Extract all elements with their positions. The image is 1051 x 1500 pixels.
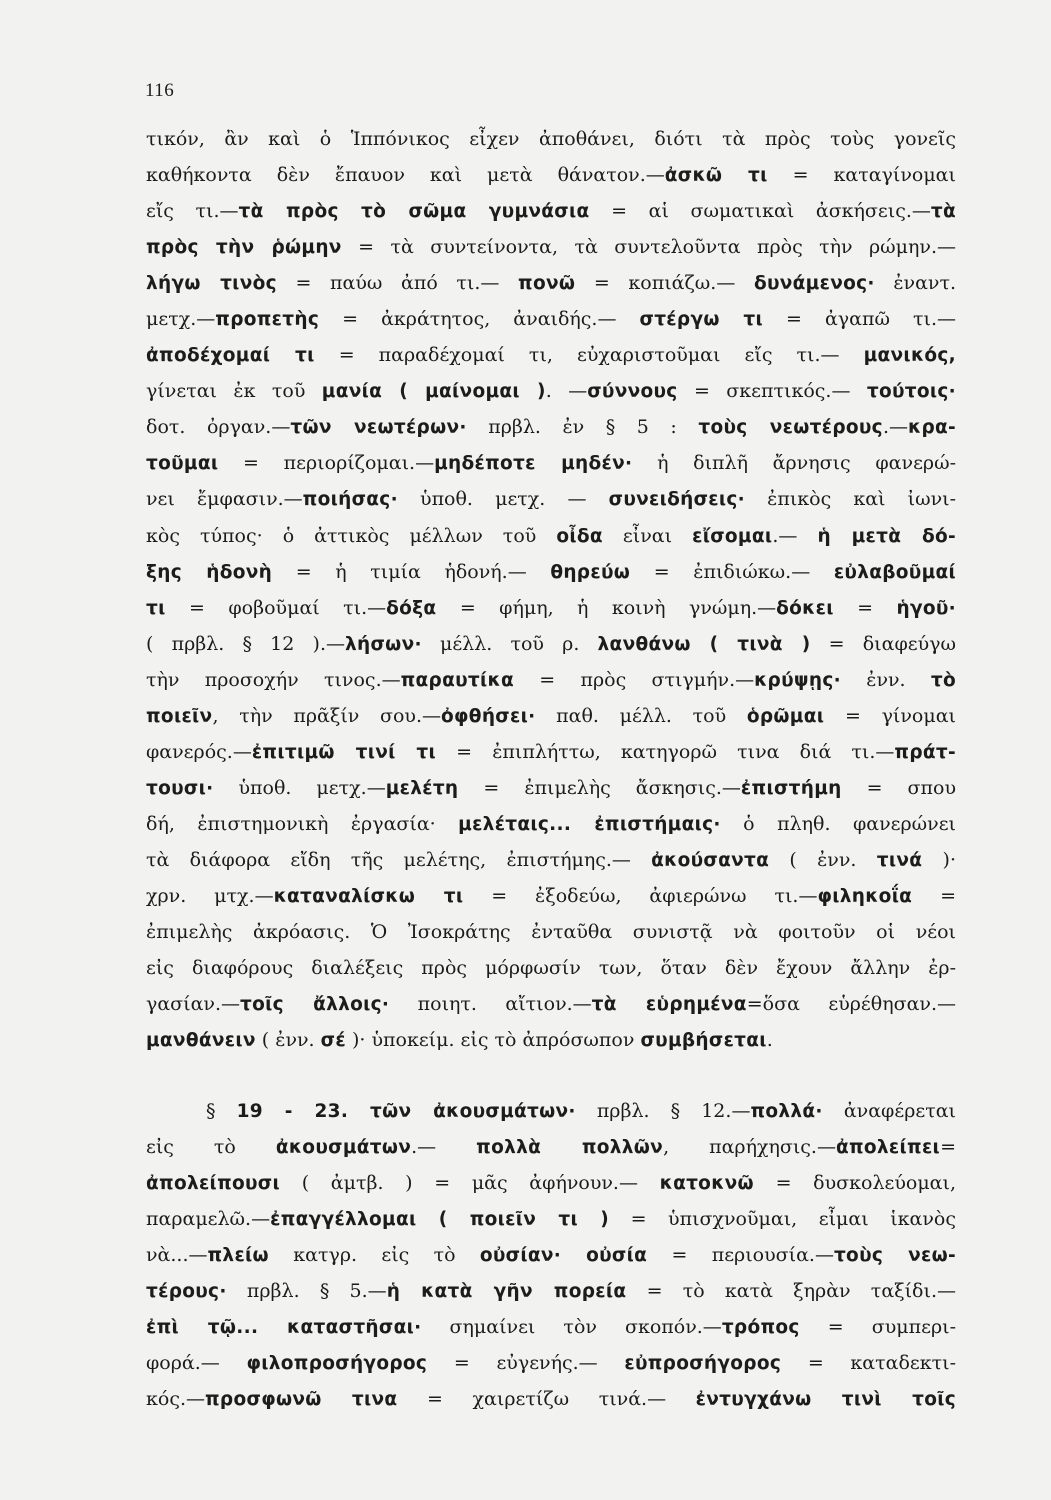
gloss-text: σημαίνει τὸν σκοπόν.— (421, 1316, 722, 1339)
lemma-term: οἶδα (556, 525, 603, 547)
text-line (146, 1237, 956, 1273)
text-line (146, 445, 956, 481)
gloss-text: .— (882, 416, 908, 439)
gloss-text: τικόν, ἂν καὶ ὁ Ἱππόνικος εἶχεν ἀποθάνει, διότι τὰ πρὸς τοὺς γονεῖς (146, 128, 956, 150)
lemma-term: πλείω (207, 1245, 269, 1267)
gloss-text: κός.— (146, 1388, 205, 1411)
lemma-term: μηδέποτε μηδέν· (434, 453, 633, 475)
lemma-term: σέ (320, 1030, 346, 1052)
gloss-text: νὰ...— (146, 1244, 208, 1267)
gloss-text: τὴν προσοχήν τινος.— (146, 668, 401, 691)
lemma-term: συνειδήσεις· (608, 489, 746, 511)
gloss-text: = ἐπιμελὴς ἄσκησις.— (458, 776, 741, 799)
gloss-text: δή, ἐπιστημονικὴ ἐργασία· (146, 812, 459, 835)
text-line (146, 481, 956, 517)
text-line (146, 409, 956, 445)
gloss-text: = ἡ τιμία ἡδονή.— (272, 560, 551, 583)
lemma-term: μανία ( μαίνομαι ) (321, 381, 546, 403)
lemma-term: τούτοις· (866, 381, 956, 403)
lemma-term: στέργω τι (639, 309, 764, 331)
lemma-term: τοῦμαι (146, 453, 219, 475)
lemma-term: συμβήσεται (640, 1030, 767, 1052)
gloss-text: εἰς τὸ (146, 1136, 276, 1159)
lemma-term: καταναλίσκω τι (273, 885, 464, 907)
lemma-term: τρόπος (721, 1317, 800, 1339)
gloss-text: ἐνν. (840, 668, 931, 691)
lemma-term: μελέτη (385, 777, 459, 799)
text-line (146, 1129, 956, 1165)
gloss-text: εἶναι (602, 524, 693, 547)
lemma-term: 19 - 23. τῶν ἀκουσμάτων· (236, 1101, 576, 1122)
gloss-text: ποιητ. αἴτιον.— (389, 993, 592, 1016)
lemma-term: θηρεύω (550, 561, 631, 583)
lemma-term: ἡ κατὰ γῆν πορεία (386, 1281, 627, 1303)
text-line (146, 337, 956, 373)
text-line (146, 770, 956, 806)
gloss-text: = (833, 596, 897, 619)
gloss-text: =ὅσα εὑρέθησαν.— (746, 993, 956, 1016)
text-line (146, 373, 956, 409)
lemma-term: τι (146, 597, 166, 619)
text-line (146, 157, 956, 193)
gloss-text: ἡ διπλῆ ἄρνησις φανερώ- (632, 452, 956, 475)
text-line (146, 518, 956, 554)
lemma-term: ἐπιστήμη (740, 777, 842, 799)
gloss-text: = σπου (841, 776, 956, 799)
gloss-text: ( ἐνν. (769, 848, 877, 871)
text-line (146, 193, 956, 229)
lemma-term: ἐπὶ τῷ... καταστῆσαι· (146, 1317, 422, 1339)
lemma-term: μελέταις... ἐπιστήμαις· (458, 813, 721, 835)
gloss-text: = γίνομαι (824, 704, 956, 727)
text-line (146, 121, 956, 157)
lemma-term: προπετὴς (215, 309, 320, 331)
text-line (146, 806, 956, 842)
lemma-term: ἐπιτιμῶ τινί τι (251, 741, 437, 763)
gloss-text: = ἐπιπλήττω, κατηγορῶ τινα διά τι.— (436, 740, 895, 763)
lemma-term: πρὸς τὴν ῥώμην (146, 237, 342, 259)
text-line (146, 698, 956, 734)
gloss-text: = αἱ σωματικαὶ ἀσκήσεις.— (589, 200, 931, 223)
lemma-term: ξης ἡδονὴ (146, 561, 273, 583)
lemma-term: φιληκοΐα (817, 885, 913, 907)
lemma-term: τῶν νεωτέρων· (290, 417, 467, 439)
text-line (146, 590, 956, 626)
lemma-term: τουσι· (146, 777, 214, 799)
text-line (146, 842, 956, 878)
lemma-term: πολλά· (750, 1101, 823, 1122)
gloss-text: πρβλ. § 12.— (575, 1100, 751, 1122)
gloss-text: πρβλ. ἐν § 5 : (466, 416, 699, 439)
gloss-text: κατγρ. εἰς τὸ (268, 1244, 480, 1267)
gloss-text: = περιουσία.— (647, 1244, 834, 1267)
lemma-term: ὀφθήσει· (441, 705, 536, 727)
lemma-term: δόκει (776, 597, 834, 619)
text-line (146, 914, 956, 950)
lemma-term: πράτ- (894, 741, 956, 763)
text-line (146, 878, 956, 914)
lemma-term: ἀποδέχομαί τι (146, 345, 315, 367)
lemma-term: τὰ πρὸς τὸ σῶμα γυμνάσια (238, 201, 590, 223)
gloss-text: νει ἔμφασιν.— (146, 488, 303, 511)
gloss-text: ἀναφέρεται (822, 1100, 956, 1122)
text-line (146, 1093, 956, 1129)
lemma-term: τοὺς νεω- (833, 1245, 956, 1267)
commentary-paragraph-2 (146, 1093, 956, 1417)
gloss-text: = πρὸς στιγμήν.— (513, 668, 755, 691)
text-line (146, 1165, 956, 1201)
lemma-term: σύννους (587, 381, 678, 403)
gloss-text: = φήμη, ἡ κοινὴ γνώμη.— (436, 596, 777, 619)
lemma-term: ἐντυγχάνω τινὶ τοῖς (695, 1389, 956, 1411)
gloss-text: = καταδεκτι- (781, 1352, 956, 1375)
gloss-text: = χαιρετίζω τινά.— (397, 1388, 696, 1411)
lemma-term: κρα- (908, 417, 956, 439)
lemma-term: μανικός, (863, 345, 956, 367)
gloss-text: = παύω ἀπό τι.— (276, 272, 519, 295)
text-line (146, 554, 956, 590)
gloss-text: ἐπιμελὴς ἀκρόασις. Ὁ Ἰσοκράτης ἐνταῦθα συνιστᾷ νὰ φοιτοῦν οἱ νέοι (146, 921, 956, 944)
lemma-term: ἀκουσμάτων (275, 1137, 412, 1159)
gloss-text: = διαφεύγω (810, 632, 956, 655)
gloss-text: ὑποθ. μετχ.— (213, 776, 386, 799)
gloss-text: = ἐπιδιώκω.— (630, 560, 834, 583)
lemma-term: εὐλαβοῦμαί (833, 561, 956, 583)
lemma-term: κατοκνῶ (659, 1173, 754, 1195)
gloss-text: εἴς τι.— (146, 200, 239, 223)
lemma-term: τοῖς ἄλλοις· (240, 994, 390, 1016)
text-line (146, 1022, 956, 1058)
text-line (146, 1381, 956, 1417)
lemma-term: τὰ (930, 201, 956, 223)
gloss-text: = δυσκολεύομαι, (753, 1172, 956, 1195)
lemma-term: ποιήσας· (302, 489, 398, 511)
gloss-text: , τὴν πρᾶξίν σου.— (212, 704, 442, 727)
text-line (146, 1273, 956, 1309)
lemma-term: ἡγοῦ· (896, 597, 956, 619)
gloss-text: παραμελῶ.— (146, 1208, 271, 1231)
lemma-term: ἀσκῶ τι (664, 165, 768, 187)
gloss-text: = συμπερι- (799, 1316, 956, 1339)
gloss-text: δοτ. ὀργαν.— (146, 416, 291, 439)
lemma-term: πονῶ (518, 273, 576, 295)
gloss-text: ( ἐνν. (255, 1029, 321, 1052)
gloss-text: )· (922, 848, 956, 871)
text-line (146, 301, 956, 337)
lemma-term: ἡ μετὰ δό- (817, 525, 956, 547)
gloss-text: .— (772, 524, 818, 547)
gloss-text: παθ. μέλλ. τοῦ (535, 704, 747, 727)
gloss-text: = ὑπισχνοῦμαι, εἶμαι ἱκανὸς (609, 1208, 956, 1231)
lemma-term: οὐσίαν· οὐσία (479, 1245, 648, 1267)
lemma-term: εἴσομαι (692, 525, 773, 547)
gloss-text: ( πρβλ. § 12 ).— (146, 632, 345, 655)
lemma-term: πολλὰ πολλῶν (476, 1137, 664, 1159)
text-line (146, 265, 956, 301)
text-line (146, 734, 956, 770)
lemma-term: τὸ (930, 669, 956, 691)
gloss-text: = περιορίζομαι.— (218, 452, 435, 475)
gloss-text: = ἀκράτητος, ἀναιδής.— (319, 308, 640, 331)
gloss-text: φορά.— (146, 1352, 247, 1375)
gloss-text: τὰ διάφορα εἴδη τῆς μελέτης, ἐπιστήμης.— (146, 848, 652, 871)
gloss-text: . (766, 1029, 773, 1052)
gloss-text: )· ὑποκείμ. εἰς τὸ ἀπρόσωπον (345, 1029, 641, 1052)
gloss-text: = τὸ κατὰ ξηρὰν ταξίδι.— (626, 1280, 956, 1303)
gloss-text: ( ἀμτβ. ) = μᾶς ἀφήνουν.— (280, 1172, 660, 1195)
gloss-text: § (206, 1100, 237, 1122)
lemma-term: λανθάνω ( τινὰ ) (597, 633, 811, 655)
gloss-text: ὁ πληθ. φανερώνει (720, 812, 956, 835)
lemma-term: δυνάμενος· (753, 273, 875, 295)
gloss-text: = (940, 1136, 956, 1159)
gloss-text: = παραδέχομαί τι, εὐχαριστοῦμαι εἴς τι.— (314, 344, 864, 367)
gloss-text: = καταγίνομαι (767, 164, 956, 187)
text-line (146, 986, 956, 1022)
lemma-term: κρύψῃς· (754, 669, 841, 691)
gloss-text: πρβλ. § 5.— (226, 1280, 387, 1303)
gloss-text: .— (411, 1136, 477, 1159)
page-number: 116 (145, 80, 175, 101)
text-line (146, 950, 956, 986)
lemma-term: ἀπολείπει (835, 1137, 941, 1159)
lemma-term: λήσων· (345, 633, 422, 655)
lemma-term: ποιεῖν (146, 705, 213, 727)
gloss-text: = ἀγαπῶ τι.— (763, 308, 956, 331)
gloss-text: μετχ.— (146, 308, 216, 331)
lemma-term: ἐπαγγέλλομαι ( ποιεῖν τι ) (270, 1209, 610, 1231)
lemma-term: μανθάνειν (146, 1030, 256, 1052)
lemma-term: προσφωνῶ τινα (205, 1389, 398, 1411)
lemma-term: τινά (876, 849, 923, 871)
gloss-text: γίνεται ἐκ τοῦ (146, 380, 322, 403)
text-line (146, 1345, 956, 1381)
lemma-term: τοὺς νεωτέρους (698, 417, 883, 439)
lemma-term: τέρους· (146, 1281, 227, 1303)
lemma-term: ἀπολείπουσι (146, 1173, 281, 1195)
gloss-text: = (912, 884, 956, 907)
gloss-text: = ἐξοδεύω, ἀφιερώνω τι.— (463, 884, 818, 907)
gloss-text: μέλλ. τοῦ ρ. (421, 632, 598, 655)
text-line (146, 626, 956, 662)
lemma-term: παραυτίκα (400, 669, 514, 691)
lemma-term: φιλοπροσήγορος (246, 1353, 428, 1375)
gloss-text: = τὰ συντείνοντα, τὰ συντελοῦντα πρὸς τὴν ρώμην.— (341, 236, 956, 259)
lemma-term: ἀκούσαντα (651, 849, 770, 871)
lemma-term: ὁρῶμαι (746, 705, 825, 727)
text-line (146, 1201, 956, 1237)
commentary-paragraph-1 (146, 121, 956, 1058)
gloss-text: φανερός.— (146, 740, 252, 763)
gloss-text: ὑποθ. μετχ. — (397, 488, 609, 511)
text-line (146, 1309, 956, 1345)
gloss-text: , παρήχησις.— (663, 1136, 836, 1159)
lemma-term: λήγω τινὸς (146, 273, 277, 295)
lemma-term: εὐπροσήγορος (624, 1353, 782, 1375)
gloss-text: = εὐγενής.— (427, 1352, 625, 1375)
gloss-text: καθήκοντα δὲν ἔπαυον καὶ μετὰ θάνατον.— (146, 164, 665, 187)
text-line (146, 662, 956, 698)
gloss-text: = φοβοῦμαί τι.— (165, 596, 387, 619)
lemma-term: δόξα (386, 597, 437, 619)
gloss-text: ἐπικὸς καὶ ἰωνι- (745, 488, 956, 511)
gloss-text: γασίαν.— (146, 993, 241, 1016)
gloss-text: = κοπιάζω.— (575, 272, 754, 295)
gloss-text: εἰς διαφόρους διαλέξεις πρὸς μόρφωσίν των, ὅταν δὲν ἔχουν ἄλλην ἐρ- (146, 957, 956, 980)
gloss-text: = σκεπτικός.— (677, 380, 867, 403)
gloss-text: . — (545, 380, 588, 403)
gloss-text: χρν. μτχ.— (146, 884, 274, 907)
gloss-text: κὸς τύπος· ὁ ἀττικὸς μέλλων τοῦ (146, 524, 557, 547)
text-line (146, 229, 956, 265)
gloss-text: ἐναντ. (874, 272, 956, 295)
lemma-term: τὰ εὑρημένα (591, 994, 747, 1016)
